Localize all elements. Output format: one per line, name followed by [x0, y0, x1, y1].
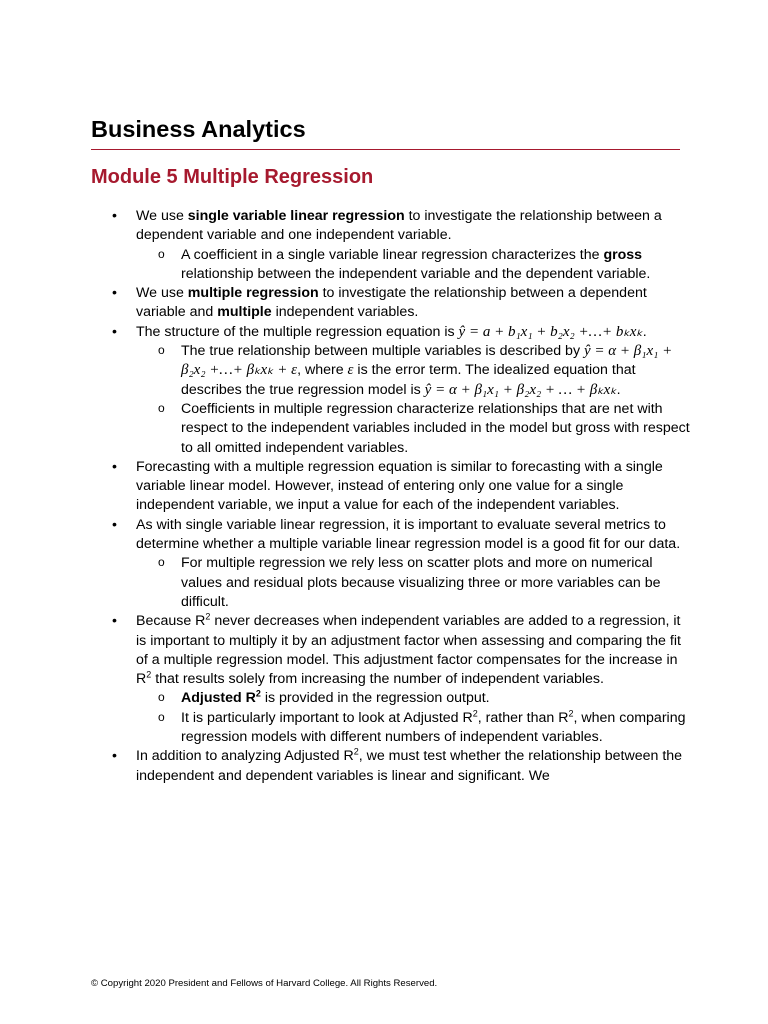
list-item: • The structure of the multiple regression equation is ŷ = a + b₁x₁ + b₂x₂ +…+ bₖxₖ. — [91, 323, 691, 342]
copyright-footer: © Copyright 2020 President and Fellows of Harvard College. All Rights Reserved. — [91, 978, 438, 989]
title-divider — [91, 149, 680, 150]
list-item: • In addition to analyzing Adjusted $R^2$, we must test whether the relationship between the independent and dependent variables is linear and significant. We — [112, 746, 683, 784]
sub-list-item: o Adjusted $R^2$ is provided in the regression output. — [158, 688, 490, 707]
sub-list-item: o The true relationship between multiple variables is described by ŷ = α + β₁x₁ + β₂x₂ +…+ βₖxₖ + ε, where ε is the error term. The idealized equation that describes the true regression model is ŷ = α + β₁x₁ + β₂x₂ + … + βₖxₖ. — [158, 343, 673, 398]
sub-list-item: o For multiple regression we rely less on scatter plots and more on numerical values and residual plots because visualizing three or more variables can be difficult. — [158, 555, 661, 610]
list-item: • As with single variable linear regression, it is important to evaluate several metrics to determine whether a multiple variable linear regression model is a good fit for our data. — [112, 516, 681, 553]
sub-list-item: o It is particularly important to look at Adjusted $R^2$, rather than $R^2$, when comparing regression models with different numbers of independent variables. — [158, 707, 686, 746]
true-relationship-equation: ŷ = α + β₁x₁ + β₂x₂ +…+ βₖxₖ + ε — [181, 343, 673, 379]
document-title: Business Analytics — [91, 116, 306, 142]
list-item: • We use single variable linear regression to investigate the relationship between a dependent variable and one independent variable. — [112, 208, 662, 244]
list-item: • We use multiple regression to investigate the relationship between a dependent variable and multiple independent variables. — [112, 285, 647, 321]
bullet-icon: • — [112, 748, 117, 765]
sub-list-item: o Coefficients in multiple regression characterize relationships that are net with respect to the independent variables included in the model but gross with respect to all omitted independent variables. — [158, 400, 690, 456]
sub-bullet-icon: o — [158, 343, 165, 358]
sub-bullet-icon: o — [158, 555, 165, 570]
sub-list-item: o A coefficient in a single variable linear regression characterizes the gross relationship between the independent variable and the dependent variable. — [158, 246, 651, 282]
bullet-icon: • — [112, 323, 117, 340]
bullet-icon: • — [112, 458, 117, 475]
list-item: • Because $R^2$ never decreases when independent variables are added to a regression, it is important to multiply it by an adjustment factor when assessing and comparing the fit of a multiple regression model. This adjustment factor compensates for the increase in $R^2$ that results solely from increasing the number of independent variables. — [112, 611, 681, 688]
sub-bullet-icon: o — [158, 709, 165, 724]
list-item: • Forecasting with a multiple regression equation is similar to forecasting with a single variable linear model. However, instead of entering only one value for a single independent variable, we input a value for each of the independent variables. — [112, 458, 663, 514]
module-heading: Module 5 Multiple Regression — [91, 166, 374, 188]
sub-bullet-icon: o — [158, 400, 165, 415]
bullet-icon: • — [112, 285, 117, 302]
bullet-icon: • — [112, 208, 117, 224]
regression-equation: ŷ = a + b₁x₁ + b₂x₂ +…+ bₖxₖ — [458, 323, 643, 340]
idealized-equation: ŷ = α + β₁x₁ + β₂x₂ + … + βₖxₖ — [424, 381, 617, 398]
bullet-icon: • — [112, 516, 117, 533]
sub-bullet-icon: o — [158, 246, 165, 261]
bullet-list — [91, 207, 691, 786]
error-term-symbol: ε — [347, 362, 354, 379]
bullet-icon: • — [112, 613, 117, 630]
sub-bullet-icon: o — [158, 690, 165, 705]
